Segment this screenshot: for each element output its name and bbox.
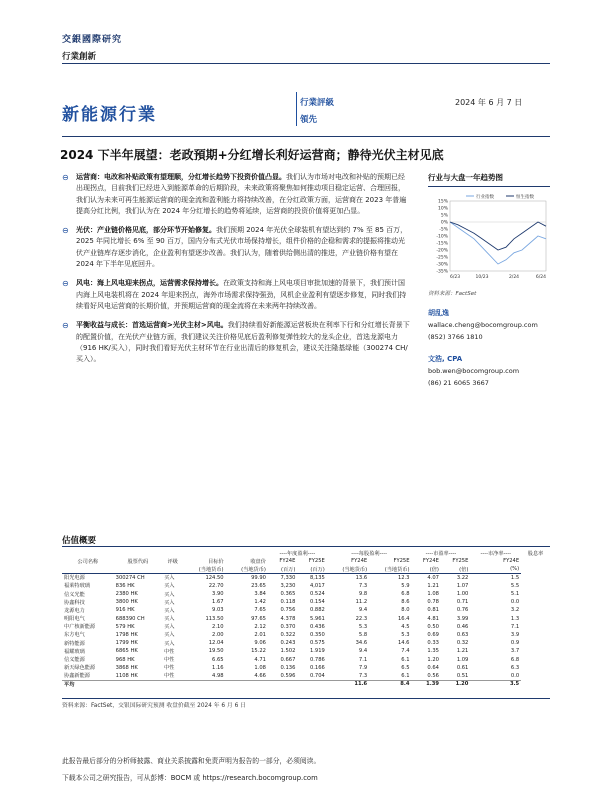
table-cell: 福莱特玻璃 (64, 583, 90, 590)
y-tick-label: 5% (440, 213, 448, 219)
table-cell: 0.76 (456, 607, 469, 614)
column-unit: (当地货币) (183, 565, 225, 573)
table-cell: 0.596 (280, 672, 296, 679)
table-cell: 0.322 (280, 631, 296, 638)
table-cell: 1.67 (212, 599, 224, 606)
table-cell: 1799 HK (115, 640, 138, 647)
column-header: FY24E (279, 558, 296, 565)
table-cell: 113.50 (205, 615, 224, 622)
table-cell: 5.3 (401, 631, 410, 638)
table-cell: 0.756 (280, 607, 296, 614)
table-cell: 14.6 (397, 640, 410, 647)
table-cell: 6.8 (510, 656, 520, 663)
table-cell: 4.66 (254, 672, 266, 679)
table-cell: 5.9 (401, 582, 410, 589)
table-cell: 7.1 (358, 656, 368, 663)
table-cell: 中性 (164, 648, 175, 655)
table-cell: 0.0 (510, 599, 520, 606)
table-cell: 7.9 (358, 664, 368, 671)
table-cell: 9.8 (358, 591, 368, 598)
table-cell: 0.64 (427, 664, 439, 671)
table-cell: 买入 (164, 575, 175, 582)
y-tick-label: -5% (439, 227, 448, 233)
table-cell: 1.00 (456, 591, 469, 598)
table-cell: 0.61 (456, 664, 469, 671)
table-cell: 16.4 (397, 615, 410, 622)
report-date: 2024 年 6 月 7 日 (455, 98, 523, 107)
table-cell: 0.136 (280, 664, 296, 671)
x-tick-label: 6/23 (450, 275, 461, 280)
table-cell: 7.65 (254, 607, 266, 614)
table-cell: 协鑫科技 (64, 599, 85, 606)
table-cell: 0.81 (427, 607, 439, 614)
column-header: 目标价 (208, 558, 224, 565)
table-cell: 6.1 (401, 672, 410, 679)
group-header: ----市净率---- (480, 550, 512, 557)
table-cell: 0.667 (280, 656, 296, 663)
table-cell: 买入 (164, 599, 175, 606)
column-header: FY24E (422, 558, 439, 565)
table-cell: 东方电气 (64, 632, 85, 639)
table-cell: 1.07 (456, 582, 469, 589)
table-cell: 6865 HK (115, 648, 138, 655)
key-point-body: 我们认为市场对电改和补贴的预期已经出现拐点，目前我们已经进入到能源革命的后期阶段，未来政策将聚焦如何推动项目稳定运营、合理回报，我们认为未来可再生能源运营商的现金流和盈利能力将持续改善，在分红政策方面，运营商在 2023 年普遍提高分红比例，我们认为在 2024 年分红增长的趋势将延续，运营商的投资价值将更加凸显。 (76, 173, 407, 215)
table-row (62, 590, 550, 598)
table-cell: 5.961 (309, 615, 325, 622)
table-cell: 6.1 (401, 656, 410, 663)
table-row (62, 615, 550, 623)
x-tick-label: 2/24 (508, 275, 520, 280)
sector-title: 新能源行業 (62, 105, 157, 125)
table-cell: 8.0 (401, 607, 410, 614)
table-cell: 3.22 (456, 574, 469, 581)
y-tick-label: -20% (436, 248, 448, 254)
table-cell: 协鑫新能源 (64, 673, 90, 680)
table-cell: 34.6 (355, 640, 368, 647)
column-header: FY24E (351, 558, 368, 565)
table-cell: 8.6 (401, 599, 410, 606)
disclaimer: 此报告最后部分的分析师披露、商业关系披露和免责声明为报告的一部分，必须阅读。 (62, 757, 321, 765)
group-header: ----每股盈利---- (351, 550, 388, 557)
total-cell: 1.39 (412, 680, 441, 688)
table-cell: 1.42 (254, 599, 266, 606)
column-unit: (百万) (268, 565, 297, 573)
column-unit: (倍) (412, 565, 441, 573)
table-cell: 8,135 (309, 574, 325, 581)
table-cell: 9.4 (358, 607, 368, 614)
table-cell: 15.22 (251, 648, 266, 655)
table-cell: 中广核新能源 (64, 624, 96, 631)
table-cell: 0.9 (510, 640, 520, 647)
column-header: FY25E (308, 558, 325, 565)
table-cell: 1.08 (427, 591, 439, 598)
table-cell: 0.704 (309, 672, 325, 679)
table-cell: 新特能源 (64, 640, 85, 647)
table-cell: 0.524 (309, 591, 325, 598)
table-cell: 买入 (164, 632, 175, 639)
table-row (62, 655, 550, 663)
chart-source: 资料来源：FactSet (428, 291, 477, 297)
table-cell: 中性 (164, 673, 175, 680)
key-point (62, 172, 410, 217)
x-tick-label: 6/24 (535, 275, 546, 280)
table-cell: 0.786 (309, 656, 325, 663)
column-header: 评级 (167, 558, 178, 565)
table-cell: 7.1 (510, 623, 520, 630)
table-cell: 1.20 (427, 656, 439, 663)
group-header: 股息率 (527, 550, 544, 557)
table-cell: 3.9 (510, 631, 520, 638)
analyst-phone: (852) 3766 1810 (428, 333, 483, 341)
table-cell: 0.118 (280, 599, 296, 606)
download-note: 下载本公司之研究报告，可从彭博：BOCM 或 https://research.bocomgroup.com (62, 774, 318, 782)
total-cell: 8.4 (369, 680, 411, 688)
table-header (62, 557, 550, 565)
total-cell: 3.5 (470, 680, 521, 688)
table-cell: 9.4 (358, 648, 368, 655)
analyst-block (428, 353, 550, 389)
table-cell: 2.10 (212, 623, 224, 630)
table-cell: 买入 (164, 624, 175, 631)
table-cell: 中性 (164, 665, 175, 672)
plot-area (450, 201, 546, 271)
table-cell: 0.370 (280, 623, 296, 630)
table-cell: 4,017 (309, 582, 325, 589)
table-cell: 3.7 (510, 648, 520, 655)
table-cell: 1108 HK (115, 672, 138, 679)
table-cell: 0.78 (427, 599, 439, 606)
table-cell: 7.3 (358, 582, 368, 589)
table-cell: 0.154 (309, 599, 325, 606)
table-cell: 2.12 (254, 623, 266, 630)
key-point-body: 我们预期 2024 年光伏全球装机有望达到约 7% 至 85 百万，2025 年同比增长 6% 至 90 百万，国内分布式光伏市场保持增长，组件价格的企稳和需求的提振将推动光伏产业链库存逐步消化，企业盈利有望逐步改善。我们认为，随着供给侧出清的推进，产业链价格有望在 2024 年下半年见底回升。 (76, 226, 408, 269)
series-line-index (450, 222, 546, 250)
trend-chart (428, 191, 550, 283)
bullet-icon: ⊖ (62, 279, 69, 289)
column-unit: (倍) (441, 565, 470, 573)
table-cell: 1.16 (212, 664, 224, 671)
table-cell: 1.21 (427, 582, 439, 589)
table-cell: 23.65 (251, 582, 266, 589)
table-cell: 2.00 (212, 631, 224, 638)
title-divider (62, 136, 550, 137)
table-cell: 0.32 (456, 640, 469, 647)
table-cell: 0.166 (309, 664, 325, 671)
table-cell: 4.378 (280, 615, 296, 622)
report-type-label: 行業評級 (300, 98, 335, 108)
y-tick-label: 0% (440, 220, 448, 226)
table-cell: 买入 (164, 616, 175, 623)
column-header: 收盘价 (250, 558, 266, 565)
table-cell: 0.436 (309, 623, 325, 630)
key-point-title: 运营商：电改和补贴政策有望理顺，分红增长趋势下投资价值凸显。 (76, 173, 286, 181)
table-cell: 1.35 (427, 648, 439, 655)
table-cell: 688390 CH (115, 615, 145, 622)
key-point-title: 光伏：产业链价格见底，部分环节开始修复。 (76, 226, 216, 235)
sector-rating: 領先 (300, 115, 318, 125)
table-cell: 836 HK (115, 582, 135, 589)
table-subheader (62, 565, 550, 573)
table-cell: 1.5 (510, 574, 520, 581)
table-total-row (62, 680, 550, 688)
table-cell: 0.365 (280, 591, 296, 598)
table-cell: 916 HK (115, 607, 135, 614)
analyst-email[interactable]: wallace.cheng@bocomgroup.com (428, 321, 538, 329)
table-row (62, 582, 550, 590)
y-tick-label: -30% (436, 262, 448, 268)
table-cell: 3.2 (510, 607, 520, 614)
analyst-name: 文浩, CPA (428, 355, 463, 363)
table-cell: 明阳电气 (64, 616, 85, 623)
table-top-rule (62, 546, 550, 547)
firm-name: 交銀國際研究 (62, 35, 123, 45)
table-cell: 买入 (164, 583, 175, 590)
key-point (62, 278, 410, 312)
column-unit (162, 565, 183, 573)
table-cell: 0.575 (309, 640, 325, 647)
analyst-phone: (86) 21 6065 3667 (428, 379, 489, 387)
table-cell: 5.5 (510, 582, 520, 589)
table-cell: 11.2 (355, 599, 368, 606)
table-cell: 4.07 (427, 574, 439, 581)
table-cell: 中性 (164, 657, 175, 664)
table-cell: 6.5 (401, 664, 410, 671)
column-header: 股票代码 (127, 558, 149, 565)
table-cell: 6.8 (401, 591, 410, 598)
header-divider (62, 63, 550, 64)
y-tick-label: 15% (437, 199, 448, 205)
table-cell: 阳光电源 (64, 575, 85, 582)
table-row (62, 623, 550, 631)
table-cell: 4.81 (427, 615, 439, 622)
table-cell: 龙源电力 (64, 607, 85, 614)
total-cell: 11.6 (327, 680, 369, 688)
key-point (62, 320, 410, 365)
column-unit (114, 565, 162, 573)
legend-label: 行业指数 (476, 195, 494, 200)
table-cell: 0.50 (427, 623, 439, 630)
table-cell: 0.56 (427, 672, 439, 679)
table-cell: 买入 (164, 607, 175, 614)
table-source: 资料来源：FactSet，交银国际研究预测 收盘价截至 2024 年 6 月 6 日 (62, 703, 246, 709)
table-cell: 2.01 (254, 631, 266, 638)
table-cell: 福耀玻璃 (64, 648, 85, 655)
key-points (62, 172, 410, 373)
table-cell: 5.8 (358, 631, 368, 638)
table-cell: 7.4 (401, 648, 410, 655)
table-cell: 7.3 (358, 672, 368, 679)
table-row (62, 664, 550, 672)
column-unit: (百万) (297, 565, 326, 573)
column-header: FY25E (393, 558, 410, 565)
table-cell: 0.0 (510, 672, 520, 679)
table-cell: 6.3 (510, 664, 520, 671)
table-cell: 13.6 (355, 574, 368, 581)
table-cell: 5.1 (510, 591, 520, 598)
table-cell (114, 680, 327, 688)
table-cell: 4.5 (401, 623, 410, 630)
table-cell: 0.69 (427, 631, 439, 638)
table-row (62, 598, 550, 606)
key-point-title: 平衡收益与成长：首选运营商>光伏主材>风电。 (76, 321, 228, 330)
table-cell: 1.08 (254, 664, 266, 671)
column-header: FY24E (503, 558, 520, 565)
sidebar (428, 172, 550, 389)
group-header: ----市盈率---- (425, 550, 457, 557)
table-cell: 0.33 (427, 640, 439, 647)
column-header: 公司名称 (77, 558, 99, 565)
table-cell: 0.46 (456, 623, 469, 630)
table-row (62, 631, 550, 639)
bullet-icon: ⊖ (62, 173, 69, 182)
y-tick-label: -25% (436, 255, 448, 261)
table-group-header (62, 549, 550, 557)
table-cell: 300274 CH (115, 574, 145, 581)
legend-label: 恒生指数 (516, 195, 534, 200)
table-cell: 1.502 (280, 648, 296, 655)
table-cell: 99.90 (251, 574, 266, 581)
table-cell: 12.3 (397, 574, 410, 581)
table-cell: 22.70 (208, 582, 224, 589)
valuation-table (62, 549, 550, 688)
table-cell: 1.919 (309, 648, 325, 655)
table-cell: 9.03 (212, 607, 224, 614)
key-point-body: 在政策支持和海上风电项目审批加速的背景下，我们预计国内海上风电装机将在 2024 年迎来拐点，海外市场需求保持强劲，风机企业盈利有望逐步修复，同时我们持续看好风电运营商的长期价值，并预期运营商的现金流将在未来两年持续改善。 (76, 279, 407, 310)
column-header: FY25E (452, 558, 469, 565)
y-tick-label: 10% (437, 206, 448, 212)
column-unit: (%) (470, 565, 521, 573)
table-cell: 968 HK (115, 656, 135, 663)
table-cell: 3800 HK (115, 599, 138, 606)
table-cell: 7,330 (280, 574, 296, 581)
total-label: 平均 (62, 680, 114, 688)
column-unit: (当地货币) (327, 565, 369, 573)
table-cell: 6.65 (212, 656, 224, 663)
y-tick-label: -10% (436, 234, 448, 240)
table-cell: 3,230 (280, 582, 296, 589)
analyst-name: 胡乱逸 (428, 309, 449, 317)
table-cell: 579 HK (115, 623, 135, 630)
report-headline: 2024 下半年展望：老政預期+分红增长利好运营商；静待光伏主材见底 (60, 148, 444, 162)
bullet-icon: ⊖ (62, 226, 69, 236)
table-cell: 5.3 (358, 623, 368, 630)
table-cell: 19.50 (208, 648, 224, 655)
rating-divider (296, 92, 297, 126)
table-cell: 3868 HK (115, 664, 138, 671)
analyst-block (428, 307, 550, 343)
table-cell: 0.882 (309, 607, 325, 614)
table-cell: 4.71 (254, 656, 266, 663)
column-unit: (当地货币) (369, 565, 411, 573)
total-cell: 1.20 (441, 680, 470, 688)
table-cell: 124.50 (205, 574, 224, 581)
table-cell: 0.71 (456, 599, 469, 606)
table-cell: 买入 (164, 640, 175, 647)
table-cell: 0.350 (309, 631, 325, 638)
table-cell: 22.3 (355, 615, 368, 622)
y-tick-label: -35% (436, 269, 448, 275)
table-cell: 1798 HK (115, 631, 138, 638)
key-point (62, 225, 410, 270)
analyst-email[interactable]: bob.wen@bocomgroup.com (428, 367, 520, 375)
key-point-title: 风电：海上风电迎来拐点，运营需求保持增长。 (76, 279, 223, 288)
doc-type: 行業創新 (62, 52, 97, 62)
table-cell: 0.63 (456, 631, 469, 638)
y-tick-label: -15% (436, 241, 448, 247)
table-cell: 1.09 (456, 656, 469, 663)
table-cell: 3.90 (212, 591, 224, 598)
table-cell: 3.99 (456, 615, 469, 622)
column-unit: (当地货币) (226, 565, 268, 573)
chart-title: 行业与大盘一年趋势图 (428, 172, 550, 187)
table-bottom-rule (62, 698, 550, 699)
table-cell: 信义光能 (64, 591, 85, 598)
table-row (62, 606, 550, 614)
table-row (62, 647, 550, 655)
table-cell: 97.65 (251, 615, 266, 622)
table-cell: 2380 HK (115, 591, 138, 598)
table-row (62, 574, 550, 582)
x-tick-label: 10/23 (475, 275, 489, 280)
bullet-icon: ⊖ (62, 321, 69, 331)
table-cell: 12.04 (208, 640, 224, 647)
table-cell: 信义能源 (64, 657, 85, 664)
key-point-body: 我们持续看好新能源运营板块在利率下行和分红增长背景下的配置价值，在光伏产业链方面，我们建议关注价格见底后盈利修复弹性较大的龙头企业，首选龙源电力（916 HK/买入），同时我们看好光伏主材环节在行业出清后的修复机会，建议关注隆基绿能（300274 CH/买入）。 (76, 321, 410, 364)
table-title: 估值概要 (62, 536, 97, 546)
table-row (62, 639, 550, 647)
table-cell: 4.98 (212, 672, 224, 679)
table-cell: 0.243 (280, 640, 296, 647)
table-cell: 新天绿色能源 (64, 665, 96, 672)
table-cell: 1.3 (510, 615, 520, 622)
table-cell: 0.51 (456, 672, 469, 679)
table-row (62, 672, 550, 680)
table-cell: 3.84 (254, 591, 266, 598)
column-unit (62, 565, 114, 573)
group-header: ----年度盈利---- (279, 550, 316, 557)
table-cell: 买入 (164, 591, 175, 598)
table-cell: 9.06 (254, 640, 266, 647)
table-cell: 1.21 (456, 648, 469, 655)
